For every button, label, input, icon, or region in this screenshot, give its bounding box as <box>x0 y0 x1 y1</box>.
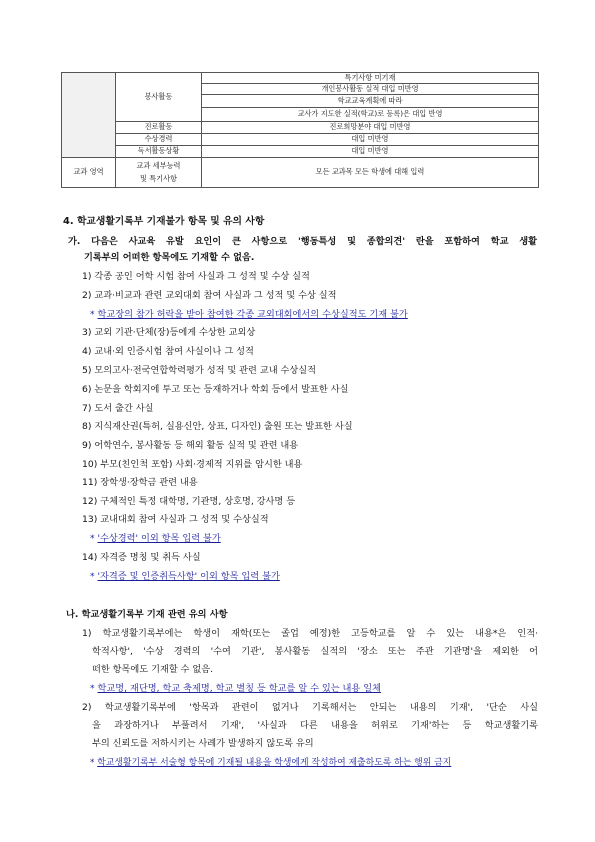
table-group-cell <box>62 73 116 158</box>
table-cell: 대입 미반영 <box>202 134 539 146</box>
na-item-1-line-2: 학적사항', '수상 경력의 '수여 기관', 봉사활동 실적의 '장소 또는 주관 기관명'을 제외한 어 <box>92 646 538 657</box>
star-mark: * <box>90 571 95 582</box>
subject-sub-cell <box>116 158 202 188</box>
note-item <box>90 757 451 769</box>
bongsa-label: 봉사활동 <box>116 73 202 122</box>
na-item-1-line-3: 떠한 항목에도 기재할 수 없음. <box>92 664 214 675</box>
note-item <box>90 571 280 583</box>
table-cell: 진로희망분야 대입 미반영 <box>202 122 539 134</box>
na-title: 나. 학교생활기록부 기재 관련 유의 사항 <box>66 609 228 620</box>
subject-sub-line1: 교과 세부능력 <box>136 160 181 170</box>
star-mark: * <box>90 533 95 544</box>
note-text: '수상경력' 이외 항목 입력 불가 <box>97 533 221 544</box>
list-item: 7) 도서 출간 사실 <box>82 403 154 414</box>
table-cell: 독서활동상황 <box>116 146 202 158</box>
section-title: 4. 학교생활기록부 기재불가 항목 및 유의 사항 <box>63 216 265 227</box>
subject-desc: 모든 교과목 모든 학생에 대해 입력 <box>202 158 539 188</box>
list-item: 9) 어학연수, 봉사활동 등 해외 활동 실적 및 관련 내용 <box>82 440 299 451</box>
list-item: 3) 교외 기관·단체(장)등에게 수상한 교외상 <box>82 327 256 338</box>
table-cell: 수상경력 <box>116 134 202 146</box>
table-cell: 특기사항 미기재 <box>202 73 539 84</box>
list-item: 1) 각종 공인 어학 시험 참여 사실과 그 성적 및 수상 실적 <box>82 271 310 282</box>
list-item: 10) 부모(친인척 포함) 사회·경제적 지위를 암시한 내용 <box>82 459 303 470</box>
na-item-1-line-1: 1) 학교생활기록부에는 학생이 재학(또는 졸업 예정)한 고등학교를 알 수 있는 내용*은 인적· <box>82 628 538 639</box>
table-cell: 진로활동 <box>116 122 202 134</box>
table-cell: 학교교육계획에 따라 <box>202 95 539 108</box>
star-mark: * <box>90 309 95 320</box>
star-mark: * <box>90 758 95 768</box>
record-table <box>61 72 539 188</box>
na-item-2-line-1: 2) 학교생활기록부에 '항목과 관련이 없거나 기록해서는 안되는 내용의 기재', '단순 사실 <box>82 702 538 713</box>
note-text: 학교생활기록부 서술형 항목에 기재될 내용을 학생에게 작성하여 제출하도록 하는 행위 금지 <box>97 758 452 768</box>
list-item: 12) 구체적인 특정 대학명, 기관명, 상호명, 강사명 등 <box>82 496 296 507</box>
note-item <box>90 683 381 695</box>
star-mark: * <box>90 683 95 694</box>
list-item: 6) 논문을 학회지에 투고 또는 등재하거나 학회 등에서 발표한 사실 <box>82 384 349 395</box>
subject-sub-line2: 및 특기사항 <box>139 174 177 183</box>
list-item: 14) 자격증 명칭 및 취득 사실 <box>82 552 201 563</box>
list-item: 5) 모의고사·전국연합학력평가 성적 및 관련 교내 수상실적 <box>82 365 316 376</box>
table-cell: 교사가 지도한 실적(학교)로 등록)은 대입 반영 <box>202 108 539 122</box>
table-cell: 대입 미반영 <box>202 146 539 158</box>
note-text: 학교장의 참가 허락을 받아 참여한 각종 교외대회에서의 수상실적도 기재 불가 <box>97 309 408 320</box>
list-item: 11) 장학생·장학금 관련 내용 <box>82 477 198 488</box>
na-item-2-line-2: 을 과장하거나 부풀려서 기재', '사실과 다른 내용을 허위로 기재'하는 등 학교생활기록 <box>92 720 538 731</box>
list-item: 2) 교과·비교과 관련 교외대회 참여 사실과 그 성적 및 수상 실적 <box>82 290 337 301</box>
note-text: '자격증 및 인증취득사항' 이외 항목 입력 불가 <box>97 571 280 582</box>
list-item: 4) 교내·외 인증시험 참여 사실이나 그 성적 <box>82 346 254 357</box>
list-item: 13) 교내대회 참여 사실과 그 성적 및 수상실적 <box>82 514 269 525</box>
list-item: 8) 지식재산권(특허, 실용신안, 상표, 디자인) 출원 또는 발표한 사실 <box>82 421 353 432</box>
ga-line-1: 가. 다음은 사교육 유발 요인이 큰 사항으로 '행동특성 및 종합의견' 란을 포함하여 학교 생활 <box>68 236 537 247</box>
na-item-2-line-3: 부의 신뢰도를 저하시키는 사례가 발생하지 않도록 유의 <box>92 738 314 749</box>
subject-label: 교과 영역 <box>62 158 116 188</box>
ga-line-2: 기록부의 어떠한 항목에도 기재할 수 없음. <box>84 252 255 263</box>
note-item <box>90 533 221 545</box>
note-item <box>90 309 408 321</box>
table-cell: 개인봉사활동 실적 대입 미반영 <box>202 84 539 95</box>
note-text: 학교명, 재단명, 학교 축제명, 학교 별칭 등 학교를 알 수 있는 내용 일체 <box>97 683 381 694</box>
